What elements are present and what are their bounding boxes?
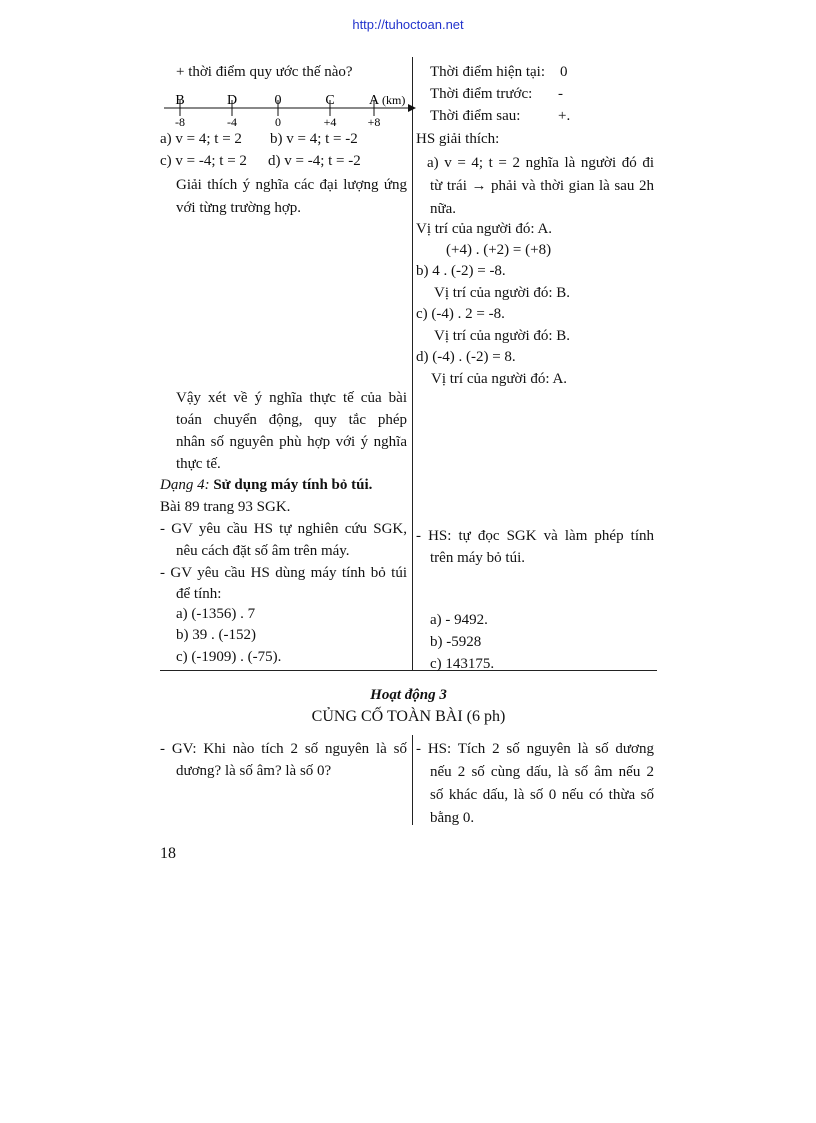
number-line-value-1: -4: [227, 115, 237, 129]
gv-instruction-2b: để tính:: [176, 586, 222, 602]
dang-heading: [160, 476, 372, 494]
activity-title: Hoạt động 3: [370, 687, 447, 703]
page-number: 18: [160, 845, 176, 862]
right-r1-value: 0: [560, 64, 568, 80]
case-a: a) v = 4; t = 2: [160, 131, 242, 147]
number-line-value-3: +4: [323, 115, 337, 129]
conclusion-line-1: Vậy xét về ý nghĩa thực tế của bài: [176, 390, 407, 406]
case-b: b) v = 4; t = -2: [270, 131, 358, 147]
hs-answer-a: - HS: Tích 2 số nguyên là số dương: [416, 741, 654, 757]
activity-subtitle: CỦNG CỐ TOÀN BÀI (6 ph): [311, 708, 506, 725]
calc-b: b) 39 . (-152): [176, 627, 256, 643]
gv-instruction-1b: nêu cách đặt số âm trên máy.: [176, 543, 350, 559]
conclusion-line-2: toán chuyển động, quy tắc phép: [176, 412, 407, 428]
right-r4: HS giải thích:: [416, 131, 500, 147]
number-line-label-3: C: [325, 93, 335, 108]
right-r2-label: Thời điểm trước:: [430, 86, 533, 102]
gv-instruction-1a: - GV yêu cầu HS tự nghiên cứu SGK,: [160, 521, 407, 537]
number-line-label-1: D: [226, 93, 238, 108]
right-r6: từ trái → phải và thời gian là sau 2h: [430, 178, 654, 194]
gv-instruction-2a: - GV yêu cầu HS dùng máy tính bỏ túi: [160, 565, 407, 581]
number-line-value-0: -8: [175, 115, 185, 129]
right-r2-value: -: [558, 86, 563, 102]
gv-question-b: dương? là số âm? là số 0?: [176, 763, 332, 779]
result-c: c) 143175.: [430, 656, 495, 672]
header-url[interactable]: http://tuhoctoan.net: [352, 17, 464, 32]
right-r3-label: Thời điểm sau:: [430, 108, 521, 124]
explain-line-2: với từng trường hợp.: [176, 200, 302, 216]
case-d: d) v = -4; t = -2: [268, 153, 361, 169]
case-c: c) v = -4; t = 2: [160, 153, 247, 169]
right-r13: Vị trí của người đó: B.: [434, 328, 571, 344]
conclusion-line-3: nhân số nguyên phù hợp với ý nghĩa: [176, 434, 407, 450]
hs-answer-c: số khác dấu, là số 0 nếu có thừa số: [430, 787, 654, 803]
right-r9: (+4) . (+2) = (+8): [446, 242, 552, 258]
number-line-value-4: +8: [367, 115, 381, 129]
hs-response-1b: trên máy bỏ túi.: [430, 550, 525, 566]
right-r7: nữa.: [430, 201, 457, 217]
number-line-label-2: 0: [274, 93, 282, 108]
column-divider-bottom: [412, 735, 413, 825]
dang-title: Sử dụng máy tính bỏ túi.: [213, 477, 373, 493]
hs-answer-b: nếu 2 số cùng dấu, là số âm nếu 2: [430, 764, 654, 780]
result-b: b) -5928: [430, 634, 482, 650]
hs-answer-d: bằng 0.: [430, 810, 475, 826]
result-a: a) - 9492.: [430, 612, 488, 628]
bai-reference: Bài 89 trang 93 SGK.: [160, 499, 291, 515]
conclusion-line-4: thực tế.: [176, 456, 221, 472]
number-line-unit: (km): [382, 93, 406, 107]
hs-response-1a: - HS: tự đọc SGK và làm phép tính: [416, 528, 654, 544]
right-r12: c) (-4) . 2 = -8.: [416, 306, 505, 322]
right-r1-label: Thời điểm hiện tại:: [430, 64, 545, 80]
number-line-points: [175, 93, 380, 129]
column-divider-top: [412, 57, 413, 670]
right-r5: a) v = 4; t = 2 nghĩa là người đó đi: [427, 155, 654, 171]
dang-label: Dạng 4:: [160, 477, 210, 493]
section-rule: [160, 670, 657, 671]
right-r14: d) (-4) . (-2) = 8.: [416, 349, 516, 365]
right-r15: Vị trí của người đó: A.: [431, 371, 568, 387]
right-r8: Vị trí của người đó: A.: [416, 221, 553, 237]
number-line: [160, 88, 420, 128]
number-line-label-0: B: [175, 93, 185, 108]
right-r3-value: +.: [558, 108, 571, 124]
right-r11: Vị trí của người đó: B.: [434, 285, 571, 301]
right-r10: b) 4 . (-2) = -8.: [416, 263, 506, 279]
explain-line-1: Giải thích ý nghĩa các đại lượng ứng: [176, 177, 407, 193]
number-line-label-4: A: [368, 93, 380, 108]
left-line-1: + thời điểm quy ước thế nào?: [176, 64, 353, 80]
gv-question-a: - GV: Khi nào tích 2 số nguyên là số: [160, 741, 407, 757]
calc-c: c) (-1909) . (-75).: [176, 649, 282, 665]
calc-a: a) (-1356) . 7: [176, 606, 256, 622]
number-line-value-2: 0: [275, 115, 281, 129]
